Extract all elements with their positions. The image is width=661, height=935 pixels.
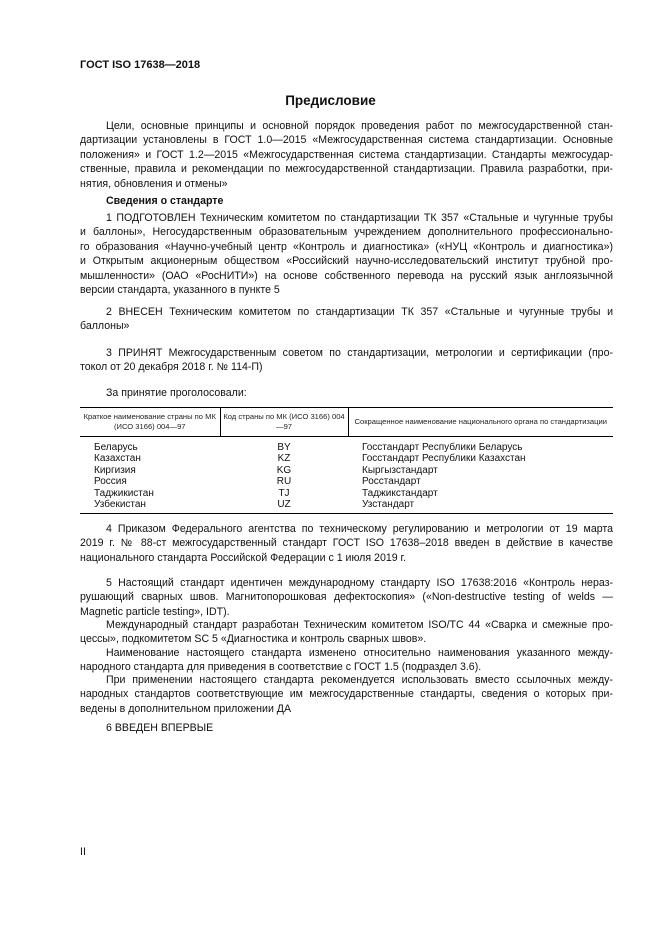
text-line: 3 ПРИНЯТ Межгосударственным советом по стандартизации, метрологии и сертификации (про- bbox=[106, 347, 613, 359]
text-line: Цели, основные принципы и основной порядок проведения работ по межгосударственной стан- bbox=[106, 120, 613, 132]
country-cell: Киргизия bbox=[94, 464, 136, 476]
country-cell: Узбекистан bbox=[80, 499, 220, 514]
text-line: Наименование настоящего стандарта изменено относительно наименования указанного между- bbox=[106, 647, 613, 659]
code-cell: TJ bbox=[278, 487, 290, 499]
voted-label: За принятие проголосовали: bbox=[106, 387, 247, 399]
table-row bbox=[80, 488, 613, 499]
column-header-country: Краткое наименование страны по МК (ИСО 3166) 004—97 bbox=[80, 408, 220, 437]
text-line: баллоны» bbox=[80, 320, 130, 333]
body-cell: Таджикстандарт bbox=[362, 487, 438, 499]
text-line: 2019 г. № 88-ст межгосударственный стандарт ГОСТ ISO 17638–2018 введен в действие в качестве bbox=[80, 537, 613, 550]
text-line: токол от 20 декабря 2018 г. № 114-П) bbox=[80, 361, 263, 374]
item-1-paragraph bbox=[80, 211, 613, 297]
page-number: II bbox=[80, 846, 86, 858]
column-header-code: Код страны по МК (ИСО 3166) 004—97 bbox=[220, 408, 348, 437]
text-line: При применении настоящего стандарта рекомендуется использовать вместо ссылочных между- bbox=[106, 674, 613, 686]
item-5-developed-paragraph bbox=[80, 618, 613, 647]
table-row bbox=[80, 476, 613, 487]
text-line: ственные, правила и рекомендации по межгосударственной стандартизации. Правила разработки, при- bbox=[80, 163, 613, 176]
text-line: 2 ВНЕСЕН Техническим комитетом по стандартизации ТК 357 «Стальные и чугунные трубы и bbox=[106, 306, 613, 318]
text-line: нятия, обновления и отмены» bbox=[80, 177, 228, 190]
body-cell: Росстандарт bbox=[362, 476, 421, 488]
code-cell: RU bbox=[276, 476, 292, 488]
text-line: го образования «Научно-учебный центр «Контроль и диагностика» («НУЦ «Контроль и диагностика») bbox=[80, 240, 613, 253]
document-code-header: ГОСТ ISO 17638—2018 bbox=[80, 59, 201, 71]
item-4-paragraph bbox=[80, 522, 613, 565]
body-cell: Госстандарт Республики Беларусь bbox=[362, 442, 523, 453]
text-line: 1 ПОДГОТОВЛЕН Техническим комитетом по стандартизации ТК 357 «Стальные и чугунные трубы bbox=[106, 212, 613, 224]
country-cell: Беларусь bbox=[94, 442, 138, 453]
item-5-renamed-paragraph bbox=[80, 646, 613, 675]
item-5-applying-paragraph bbox=[80, 673, 613, 716]
text-line: 5 Настоящий стандарт идентичен международному стандарту ISO 17638:2016 «Контроль нераз- bbox=[106, 577, 613, 589]
item-5-paragraph bbox=[80, 576, 613, 619]
country-cell: Россия bbox=[94, 476, 127, 488]
intro-paragraph bbox=[80, 119, 613, 191]
table-row bbox=[80, 453, 613, 464]
page-title: Предисловие bbox=[285, 93, 376, 108]
text-line: национального стандарта Российской Федерации с 1 июля 2019 г. bbox=[80, 551, 407, 564]
text-line: народных стандартов соответствующие им межгосударственные стандарты, сведения о которых при- bbox=[80, 688, 613, 701]
column-header-body: Сокращенное наименование национального органа по стандартизации bbox=[348, 408, 613, 437]
item-6-text: 6 ВВЕДЕН ВПЕРВЫЕ bbox=[106, 722, 214, 734]
voting-countries-table bbox=[80, 407, 613, 514]
text-line: дартизации установлены в ГОСТ 1.0—2015 «Межгосударственная система стандартизации. Основные bbox=[80, 134, 613, 147]
code-cell: BY bbox=[277, 442, 291, 453]
country-cell: Таджикистан bbox=[94, 487, 154, 499]
table-row bbox=[80, 465, 613, 476]
text-line: версии стандарта, указанного в пункте 5 bbox=[80, 284, 280, 297]
code-cell: KG bbox=[276, 464, 292, 476]
country-cell: Казахстан bbox=[94, 453, 141, 465]
text-line: Magnetic particle testing», IDT). bbox=[80, 605, 230, 618]
code-cell: UZ bbox=[220, 499, 348, 514]
section-heading: Сведения о стандарте bbox=[106, 195, 224, 207]
body-cell: Узстандарт bbox=[348, 499, 613, 514]
text-line: 4 Приказом Федерального агентства по техническому регулированию и метрологии от 19 марта bbox=[106, 523, 613, 535]
body-cell: Кыргызстандарт bbox=[362, 464, 438, 476]
text-line: и Открытым акционерным обществом «Российский научно-исследовательский институт трубной про- bbox=[80, 255, 613, 268]
body-cell: Госстандарт Республики Казахстан bbox=[362, 453, 526, 465]
table-row bbox=[80, 437, 613, 454]
code-cell: KZ bbox=[277, 453, 291, 465]
item-2-paragraph bbox=[80, 305, 613, 334]
text-line: рушающий сварных швов. Магнитопорошковая дефектоскопия» («Non-destructive testing of welds — bbox=[80, 591, 613, 604]
text-line: цессы», подкомитетом SC 5 «Диагностика и контроль сварных швов». bbox=[80, 633, 427, 646]
text-line: мышленности» (ОАО «РосНИТИ») на основе собственного перевода на русский язык англоязычной bbox=[80, 269, 613, 282]
text-line: и баллоны», Негосударственным образовательным учреждением дополнительного профессионально- bbox=[80, 226, 613, 239]
text-line: Международный стандарт разработан Техническим комитетом ISO/TC 44 «Сварка и смежные про- bbox=[106, 619, 613, 631]
table-header-row bbox=[80, 408, 613, 437]
text-line: положения» и ГОСТ 1.2—2015 «Межгосударственная система стандартизации. Стандарты межгосудар- bbox=[80, 148, 613, 161]
text-line: ведены в дополнительном приложении ДА bbox=[80, 702, 292, 715]
text-line: народного стандарта для приведения в соответствие с ГОСТ 1.5 (подраздел 3.6). bbox=[80, 661, 482, 674]
item-3-paragraph bbox=[80, 346, 613, 375]
table-row bbox=[80, 499, 613, 514]
